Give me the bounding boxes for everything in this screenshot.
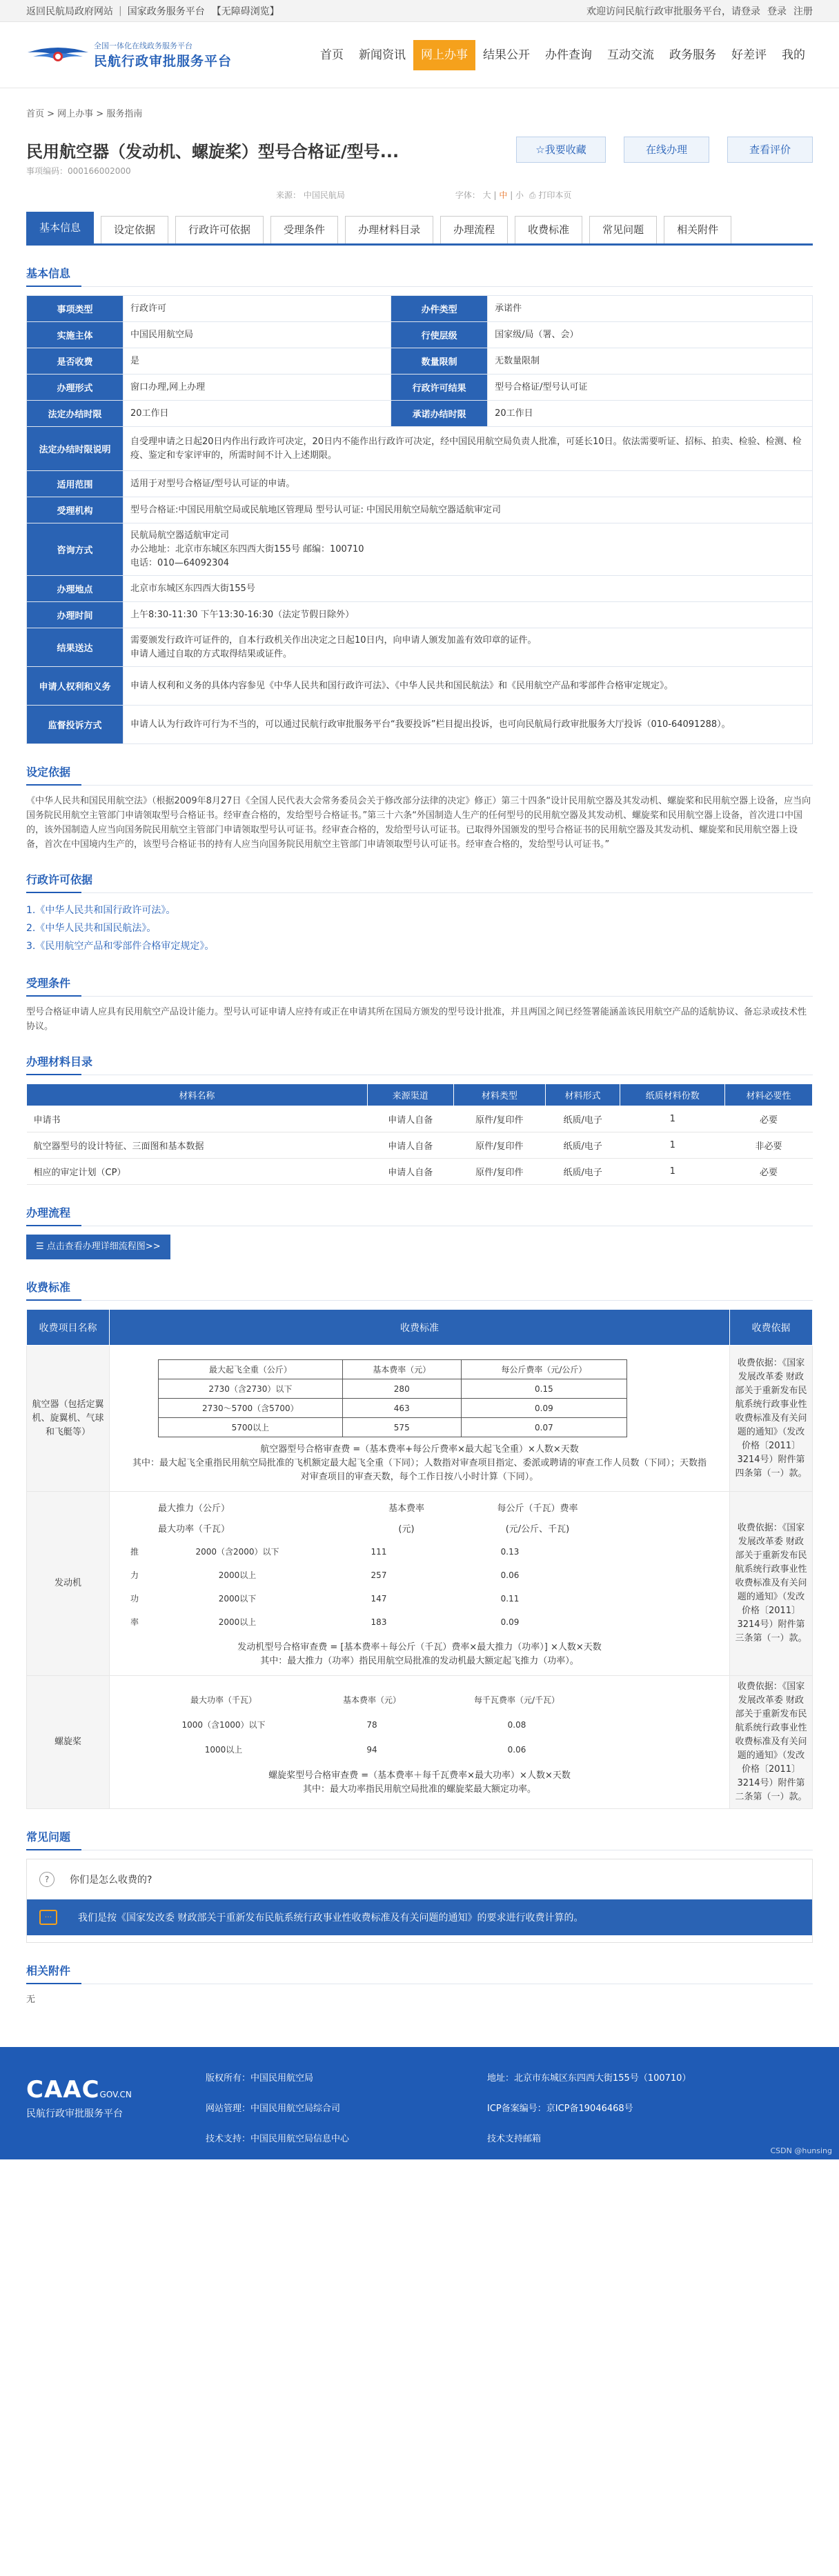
fee-standard bbox=[110, 1346, 730, 1492]
cell: 2000以下 bbox=[218, 1594, 257, 1604]
print-icon[interactable]: ⎙ bbox=[529, 190, 536, 200]
login-link[interactable]: 登录 bbox=[767, 6, 787, 17]
faq-item bbox=[26, 1859, 813, 1943]
cell: 必要 bbox=[725, 1159, 813, 1185]
table-row bbox=[27, 1106, 813, 1132]
faq-answer bbox=[27, 1899, 812, 1935]
header: 基本费率 bbox=[388, 1504, 424, 1514]
section-title: 受理条件 bbox=[26, 975, 813, 997]
value: 电话：010—64092304 bbox=[130, 557, 229, 568]
label: 适用范围 bbox=[27, 471, 124, 497]
tab-setting[interactable]: 设定依据 bbox=[101, 216, 168, 243]
header: (元) bbox=[398, 1524, 415, 1535]
value: 是 bbox=[124, 348, 391, 375]
section-title: 常见问题 bbox=[26, 1828, 813, 1850]
cell: 2000以上 bbox=[218, 1570, 257, 1580]
flow-button-label: 点击查看办理详细流程图>> bbox=[46, 1241, 161, 1252]
fee-row-propeller bbox=[27, 1676, 813, 1809]
consult-value bbox=[124, 523, 813, 576]
cell: 257 bbox=[371, 1570, 387, 1580]
section-title: 设定依据 bbox=[26, 763, 813, 786]
collect-button[interactable]: ☆我要收藏 bbox=[516, 137, 606, 163]
cell: 0.09 bbox=[500, 1617, 520, 1627]
fee-standard bbox=[110, 1676, 730, 1809]
cell: 非必要 bbox=[725, 1132, 813, 1159]
label: 办理地点 bbox=[27, 576, 124, 602]
value: 申请人通过自取的方式取得结果或证件。 bbox=[130, 648, 293, 659]
cell: 纸质/电子 bbox=[546, 1106, 620, 1132]
cell: 2730～5700（含5700） bbox=[159, 1399, 343, 1418]
value: 20工作日 bbox=[124, 401, 391, 427]
cell: 0.13 bbox=[500, 1547, 520, 1557]
cell: 2000以上 bbox=[218, 1617, 257, 1627]
column-header: 收费依据 bbox=[730, 1310, 813, 1346]
accept-text: 型号合格证申请人应具有民用航空产品设计能力。型号认可证申请人应持有或正在申请其所在国局方颁发的型号设计批准，并且两国之间已经签署能涵盖该民用航空产品的适航协议、备忘录或技术性协议。 bbox=[26, 1007, 807, 1032]
fee-table bbox=[26, 1309, 813, 1809]
attach-text: 无 bbox=[26, 1995, 36, 2005]
label: 结果送达 bbox=[27, 628, 124, 667]
value: 型号合格证/型号认可证 bbox=[488, 375, 813, 401]
column-header: 材料形式 bbox=[546, 1084, 620, 1106]
label: 事项类型 bbox=[27, 296, 124, 322]
site-logo[interactable] bbox=[26, 40, 232, 70]
value: 适用于对型号合格证/型号认可证的申请。 bbox=[124, 471, 813, 497]
value: 20工作日 bbox=[488, 401, 813, 427]
cell: 基本费率（元） bbox=[342, 1360, 461, 1379]
footer-brand-name: 民航行政审批服务平台 bbox=[26, 2108, 123, 2119]
value: 国家级/局（署、会） bbox=[488, 322, 813, 348]
setting-text: 《中华人民共和国民用航空法》（根据2009年8月27日《全国人民代表大会常务委员会关于修改部分法律的决定》修正）第三十四条“设计民用航空器及其发动机、螺旋桨和民用航空器上设备，应当向国务院民用航空主管部门申请领取型号合格证书。经审查合格的，发给型号合格证书。”第三十六条“外国制造人生产的任何型号的民用航空器及其发动机、螺旋桨和民用航空器上设备，首次进口中国的，该外国制造人应当向国务院民用航空主管部门申请领取型号认可证书。经审查合格的，发给型号认可证书。已取得外国颁发的型号合格证书的民用航空器及其发动机、螺旋桨和民用航空器上设备，首次在中国境内生产的，该型号合格证书的持有人应当向国务院民用航空主管部门申请领取型号认可证书。经审查合格的，发给型号认可证书。” bbox=[26, 796, 811, 850]
cell: 申请书 bbox=[27, 1106, 368, 1132]
cell: 1000以上 bbox=[204, 1745, 243, 1755]
nav-interaction[interactable]: 互动交流 bbox=[607, 48, 654, 62]
print-link[interactable]: 打印本页 bbox=[538, 190, 572, 200]
value: 无数量限制 bbox=[488, 348, 813, 375]
header: 每公斤（千瓦）费率 bbox=[497, 1504, 578, 1514]
table-row bbox=[27, 1132, 813, 1159]
section-title: 相关附件 bbox=[26, 1962, 813, 1984]
cell: 1 bbox=[620, 1159, 725, 1185]
value: 窗口办理,网上办理 bbox=[124, 375, 391, 401]
value: 上午8:30-11:30 下午13:30-16:30（法定节假日除外） bbox=[124, 602, 813, 628]
header bbox=[0, 22, 839, 88]
main-nav bbox=[313, 40, 813, 70]
value: 承诺件 bbox=[488, 296, 813, 322]
brand-name: 民航行政审批服务平台 bbox=[94, 54, 233, 69]
label: 办理形式 bbox=[27, 375, 124, 401]
faq-answer-text: 我们是按《国家发改委 财政部关于重新发布民航系统行政事业性收费标准及有关问题的通知》的要求进行收费计算的。 bbox=[78, 1913, 584, 1924]
cell: 必要 bbox=[725, 1106, 813, 1132]
question-icon: ? bbox=[39, 1872, 55, 1887]
cell: 2000（含2000）以下 bbox=[195, 1547, 279, 1557]
header: 最大功率（千瓦） bbox=[190, 1695, 257, 1705]
cell: 2730（含2730）以下 bbox=[159, 1379, 343, 1399]
value: 北京市东城区东四西大街155号 bbox=[124, 576, 813, 602]
cell: 0.07 bbox=[461, 1418, 626, 1437]
cell: 1 bbox=[620, 1132, 725, 1159]
nav-online-service[interactable]: 网上办事 bbox=[413, 40, 475, 70]
header: 每千瓦费率（元/千瓦） bbox=[473, 1695, 560, 1705]
column-header: 纸质材料份数 bbox=[620, 1084, 725, 1106]
label: 承诺办结时限 bbox=[391, 401, 488, 427]
nav-home[interactable]: 首页 bbox=[320, 48, 344, 62]
font-big[interactable]: 大 bbox=[482, 190, 491, 200]
footer-logo bbox=[26, 2047, 164, 2159]
fee-note: 其中：最大功率指民用航空局批准的螺旋桨最大额定功率。 bbox=[302, 1784, 536, 1795]
license-link[interactable]: 2.《中华人民共和国民航法》。 bbox=[26, 923, 157, 934]
tab-attach[interactable]: 相关附件 bbox=[664, 216, 731, 243]
cell: 纸质/电子 bbox=[546, 1132, 620, 1159]
cell: 0.06 bbox=[500, 1570, 520, 1580]
fee-basis: 收费依据：《国家发展改革委 财政部关于重新发布民航系统行政事业性收费标准及有关问题的通知》（发改价格〔2011〕3214号）附件第四条第（一）款。 bbox=[730, 1346, 813, 1492]
nav-mine[interactable]: 我的 bbox=[782, 48, 805, 62]
basic-info-table bbox=[26, 295, 813, 744]
top-bar: 返回民航局政府网站 | 国家政务服务平台 【无障碍浏览】 欢迎访问民航行政审批服务平台，请登录 登录 注册 bbox=[0, 0, 839, 22]
value: 申请人权利和义务的具体内容参见《中华人民共和国行政许可法》、《中华人民共和国民航法》和《民用航空产品和零部件合格审定规定》。 bbox=[124, 667, 813, 706]
tab-faq[interactable]: 常见问题 bbox=[589, 216, 657, 243]
cell: 1000（含1000）以下 bbox=[181, 1720, 266, 1730]
section-title: 收费标准 bbox=[26, 1279, 813, 1301]
font-label: 字体： bbox=[455, 190, 480, 200]
page-title: 民用航空器（发动机、螺旋桨）型号合格证/型号... bbox=[26, 142, 399, 161]
cell: 申请人自备 bbox=[367, 1106, 453, 1132]
brand-sub: 全国一体化在线政务服务平台 bbox=[94, 41, 193, 50]
section-title: 办理材料目录 bbox=[26, 1053, 813, 1075]
cell: 每公斤费率（元/公斤） bbox=[461, 1360, 626, 1379]
cell: 147 bbox=[371, 1594, 387, 1604]
view-evaluation-button[interactable]: 查看评价 bbox=[727, 137, 813, 163]
cell: 0.06 bbox=[507, 1745, 526, 1755]
cell: 111 bbox=[371, 1547, 387, 1557]
section-title: 基本信息 bbox=[26, 265, 813, 287]
fee-formula: 螺旋桨型号合格审查费 =（基本费率＋每千瓦费率×最大功率）×人数×天数 bbox=[268, 1770, 571, 1781]
value: 中国民用航空局 bbox=[124, 322, 391, 348]
cell: 申请人自备 bbox=[367, 1132, 453, 1159]
cell: 575 bbox=[342, 1418, 461, 1437]
tab-fee[interactable]: 收费标准 bbox=[515, 216, 582, 243]
section-title: 办理流程 bbox=[26, 1204, 813, 1226]
value: 需要颁发行政许可证件的，自本行政机关作出决定之日起10日内，向申请人颁发加盖有效印章的证件。 bbox=[130, 635, 537, 646]
label: 办件类型 bbox=[391, 296, 488, 322]
aircraft-rate-table bbox=[158, 1359, 627, 1437]
label: 受理机构 bbox=[27, 497, 124, 523]
register-link[interactable]: 注册 bbox=[793, 6, 813, 17]
material-table bbox=[26, 1084, 813, 1185]
cell: 原件/复印件 bbox=[453, 1132, 545, 1159]
breadcrumb: 首页 > 网上办事 > 服务指南 bbox=[26, 109, 143, 119]
label: 申请人权利和义务 bbox=[27, 667, 124, 706]
license-link[interactable]: 3.《民用航空产品和零部件合格审定规定》。 bbox=[26, 941, 215, 952]
cell: 280 bbox=[342, 1379, 461, 1399]
address-text: 地址：北京市东城区东四西大街155号（100710） bbox=[487, 2073, 691, 2084]
label: 是否收费 bbox=[27, 348, 124, 375]
footer bbox=[0, 2047, 839, 2159]
national-platform-link[interactable]: 国家政务服务平台 bbox=[127, 6, 205, 17]
tabs bbox=[26, 210, 813, 246]
tab-accept[interactable]: 受理条件 bbox=[270, 216, 338, 243]
icp-text[interactable]: ICP备案编号：京ICP备19046468号 bbox=[487, 2104, 633, 2114]
label: 行使层级 bbox=[391, 322, 488, 348]
cell: 相应的审定计划（CP） bbox=[27, 1159, 368, 1185]
font-small[interactable]: 小 bbox=[515, 190, 524, 200]
header: 最大推力（公斤） bbox=[158, 1504, 230, 1514]
label: 法定办结时限说明 bbox=[27, 427, 124, 471]
fee-standard bbox=[110, 1492, 730, 1676]
fee-basis: 收费依据：《国家发展改革委 财政部关于重新发布民航系统行政事业性收费标准及有关问题的通知》（发改价格〔2011〕3214号）附件第三条第（一）款。 bbox=[730, 1492, 813, 1676]
footer-col-1 bbox=[206, 2047, 349, 2159]
label: 行政许可结果 bbox=[391, 375, 488, 401]
item-code: 事项编码：000166002000 bbox=[26, 166, 131, 176]
fee-formula: 发动机型号合格审查费 = [基本费率＋每公斤（千瓦）费率×最大推力（功率）] ×人数×天数 bbox=[237, 1642, 602, 1653]
license-link[interactable]: 1.《中华人民共和国行政许可法》。 bbox=[26, 905, 176, 916]
flow-chart-button[interactable] bbox=[26, 1235, 170, 1259]
fee-basis: 收费依据：《国家发展改革委 财政部关于重新发布民航系统行政事业性收费标准及有关问题的通知》（发改价格〔2011〕3214号）附件第二条第（一）款。 bbox=[730, 1676, 813, 1809]
title-bar bbox=[0, 127, 839, 189]
column-header: 来源渠道 bbox=[367, 1084, 453, 1106]
side-label: 率 bbox=[130, 1617, 139, 1627]
faq-question-text: 你们是怎么收费的? bbox=[70, 1875, 152, 1886]
font-mid[interactable]: 中 bbox=[499, 190, 508, 200]
fee-item: 螺旋桨 bbox=[27, 1676, 110, 1809]
side-label: 功 bbox=[130, 1594, 139, 1604]
tab-license[interactable]: 行政许可依据 bbox=[175, 216, 264, 243]
fee-item: 航空器（包括定翼机、旋翼机、气球和飞艇等） bbox=[27, 1346, 110, 1492]
label: 办理时间 bbox=[27, 602, 124, 628]
cell: 纸质/电子 bbox=[546, 1159, 620, 1185]
cell: 183 bbox=[371, 1617, 387, 1627]
cell: 0.09 bbox=[461, 1399, 626, 1418]
nav-rating[interactable]: 好差评 bbox=[731, 48, 767, 62]
column-header: 材料类型 bbox=[453, 1084, 545, 1106]
value: 民航局航空器适航审定司 bbox=[130, 530, 230, 541]
fee-item: 发动机 bbox=[27, 1492, 110, 1676]
tab-flow[interactable]: 办理流程 bbox=[440, 216, 508, 243]
header: 基本费率（元） bbox=[342, 1695, 401, 1705]
column-header: 收费项目名称 bbox=[27, 1310, 110, 1346]
cell: 原件/复印件 bbox=[453, 1106, 545, 1132]
nav-gov-service[interactable]: 政务服务 bbox=[669, 48, 716, 62]
source-text: 来源： 中国民航局 bbox=[276, 190, 345, 200]
header: 最大功率（千瓦） bbox=[158, 1524, 230, 1535]
copyright-text: 版权所有：中国民用航空局 bbox=[206, 2073, 314, 2084]
label: 咨询方式 bbox=[27, 523, 124, 576]
welcome-text: 欢迎访问民航行政审批服务平台，请登录 bbox=[586, 6, 760, 17]
nav-query[interactable]: 办件查询 bbox=[545, 48, 592, 62]
chat-icon: ··· bbox=[39, 1910, 57, 1925]
cell: 0.08 bbox=[507, 1720, 526, 1730]
tech-support-text: 技术支持：中国民用航空局信息中心 bbox=[206, 2134, 350, 2144]
fee-row-engine bbox=[27, 1492, 813, 1676]
label: 实施主体 bbox=[27, 322, 124, 348]
label: 法定办结时限 bbox=[27, 401, 124, 427]
cell: 78 bbox=[366, 1720, 377, 1730]
cell: 0.15 bbox=[461, 1379, 626, 1399]
watermark: CSDN @hunsing bbox=[770, 2146, 832, 2155]
online-handle-button[interactable]: 在线办理 bbox=[624, 137, 709, 163]
tab-material[interactable]: 办理材料目录 bbox=[345, 216, 433, 243]
fee-note: 其中：最大推力（功率）指民用航空局批准的发动机最大额定起飞推力（功率）。 bbox=[260, 1656, 579, 1666]
faq-question[interactable] bbox=[27, 1859, 812, 1899]
section-title: 行政许可依据 bbox=[26, 871, 813, 893]
delivery-value bbox=[124, 628, 813, 667]
nav-news[interactable]: 新闻资讯 bbox=[359, 48, 406, 62]
column-header: 材料必要性 bbox=[725, 1084, 813, 1106]
value: 办公地址：北京市东城区东四西大街155号 邮编：100710 bbox=[130, 543, 364, 555]
fee-note: 其中：最大起飞全重指民用航空局批准的飞机额定最大起飞全重（下同）；人数指对审查项目指定、委派或聘请的审查工作人员数（下同）；天数指对审查项目的审查天数，每个工作日按八小时计算（下同）。 bbox=[132, 1458, 707, 1482]
license-list bbox=[26, 901, 813, 955]
nav-results[interactable]: 结果公开 bbox=[483, 48, 530, 62]
column-header: 材料名称 bbox=[27, 1084, 368, 1106]
cell: 航空器型号的设计特征、三面图和基本数据 bbox=[27, 1132, 368, 1159]
side-label: 推 bbox=[130, 1547, 139, 1557]
cell: 5700以上 bbox=[159, 1418, 343, 1437]
cell: 最大起飞全重（公斤） bbox=[159, 1360, 343, 1379]
column-header: 收费标准 bbox=[110, 1310, 730, 1346]
table-row bbox=[27, 1159, 813, 1185]
side-label: 力 bbox=[130, 1570, 139, 1580]
gov-site-link[interactable]: 返回民航局政府网站 bbox=[26, 6, 113, 17]
accessibility-link[interactable]: 【无障碍浏览】 bbox=[211, 6, 279, 17]
label: 数量限制 bbox=[391, 348, 488, 375]
support-email-link[interactable]: 技术支持邮箱 bbox=[487, 2134, 542, 2144]
meta-bar: 来源： 中国民航局 字体： 大 | 中 | 小 ⎙ 打印本页 bbox=[0, 189, 839, 207]
fee-row-aircraft bbox=[27, 1346, 813, 1492]
caac-wings-icon bbox=[26, 41, 90, 69]
basic-section bbox=[0, 265, 839, 2007]
fee-formula: 航空器型号合格审查费 =（基本费率+每公斤费率×最大起飞全重）×人数×天数 bbox=[260, 1444, 579, 1455]
caac-logo-text: CAAC bbox=[26, 2076, 100, 2104]
cell: 0.11 bbox=[500, 1594, 520, 1604]
gov-logo-text: GOV.CN bbox=[99, 2090, 132, 2099]
tab-basic[interactable]: 基本信息 bbox=[26, 212, 94, 243]
cell: 1 bbox=[620, 1106, 725, 1132]
header: (元/公斤、千瓦) bbox=[505, 1524, 570, 1535]
cell: 申请人自备 bbox=[367, 1159, 453, 1185]
list-icon: ☰ bbox=[36, 1241, 47, 1252]
value: 型号合格证:中国民用航空局或民航地区管理局 型号认可证: 中国民用航空局航空器适航审定司 bbox=[124, 497, 813, 523]
cell: 463 bbox=[342, 1399, 461, 1418]
footer-col-2 bbox=[487, 2047, 691, 2159]
value: 申请人认为行政许可行为不当的，可以通过民航行政审批服务平台“我要投诉”栏目提出投诉，也可向民航局行政审批服务大厅投诉（010-64091288）。 bbox=[124, 706, 813, 744]
value: 自受理申请之日起20日内作出行政许可决定，20日内不能作出行政许可决定，经中国民用航空局负责人批准，可延长10日。依法需要听证、招标、拍卖、检验、检测、检疫、鉴定和专家评审的，所需时间不计入上述期限。 bbox=[124, 427, 813, 471]
label: 监督投诉方式 bbox=[27, 706, 124, 744]
value: 行政许可 bbox=[124, 296, 391, 322]
cell: 94 bbox=[366, 1745, 377, 1755]
cell: 原件/复印件 bbox=[453, 1159, 545, 1185]
site-manager-text: 网站管理：中国民用航空局综合司 bbox=[206, 2104, 341, 2114]
